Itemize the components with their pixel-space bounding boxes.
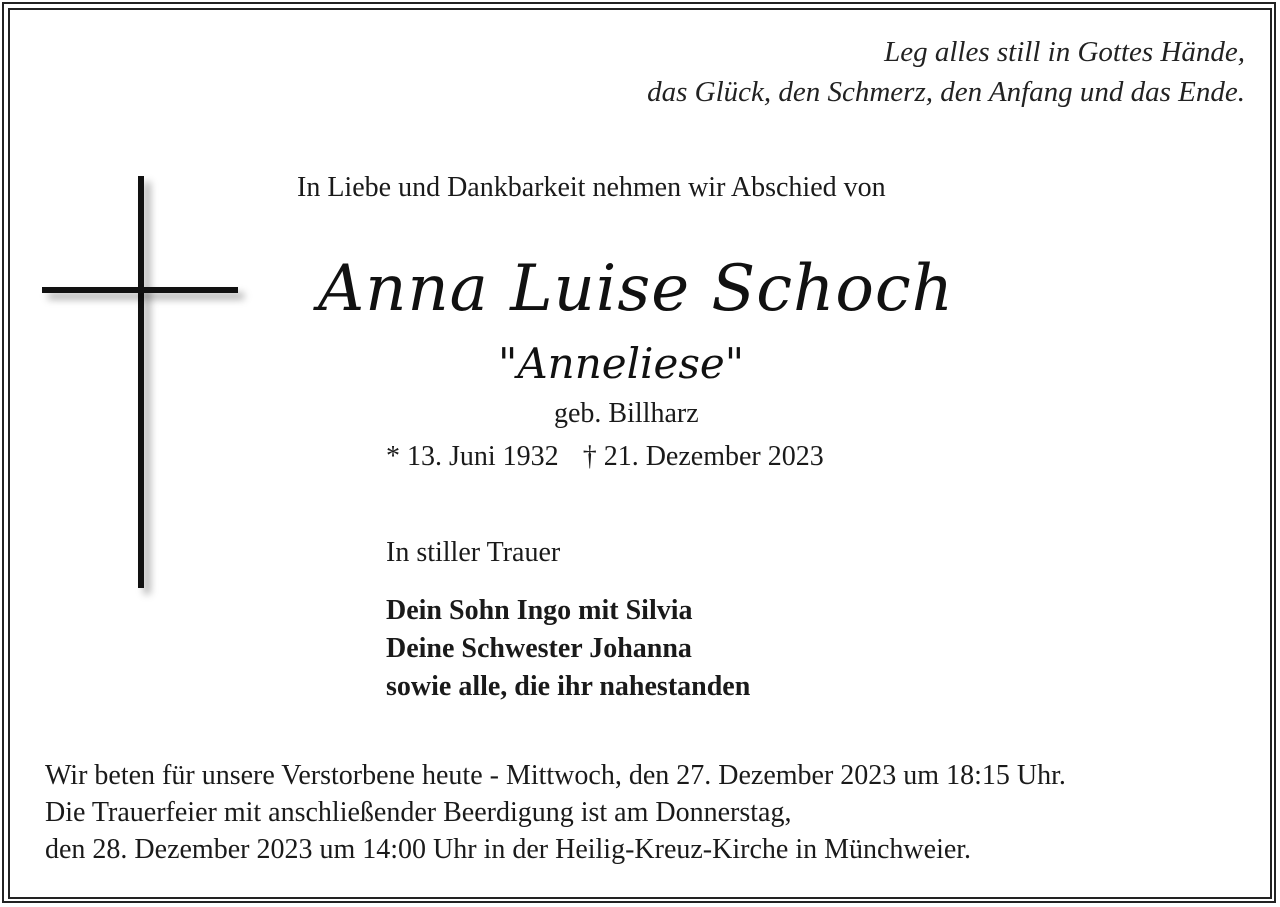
motto-verse <box>647 32 1245 112</box>
service-info-line: den 28. Dezember 2023 um 14:00 Uhr in der Heilig-Kreuz-Kirche in Münchweier. <box>45 834 972 865</box>
mourners-list <box>386 592 750 706</box>
cross-horizontal-bar <box>42 287 238 293</box>
cross-icon <box>42 176 242 596</box>
service-info <box>45 757 1066 868</box>
motto-line-2: das Glück, den Schmerz, den Anfang und das Ende. <box>647 76 1245 108</box>
birth-name: geb. Billharz <box>554 398 699 429</box>
mourning-label: In stiller Trauer <box>386 537 561 568</box>
mourner-line: Deine Schwester Johanna <box>386 633 692 664</box>
mourner-line: sowie alle, die ihr nahestanden <box>386 671 751 702</box>
service-info-line: Die Trauerfeier mit anschließender Beerdigung ist am Donnerstag, <box>45 797 792 828</box>
death-date: † 21. Dezember 2023 <box>582 441 824 472</box>
farewell-intro: In Liebe und Dankbarkeit nehmen wir Abschied von <box>297 172 886 203</box>
cross-vertical-bar <box>138 176 144 588</box>
life-dates <box>386 441 824 473</box>
deceased-name: Anna Luise Schoch <box>318 252 954 326</box>
mourner-line: Dein Sohn Ingo mit Silvia <box>386 595 693 626</box>
deceased-nickname: "Anneliese" <box>498 339 745 388</box>
birth-date: * 13. Juni 1932 <box>386 441 559 472</box>
motto-line-1: Leg alles still in Gottes Hände, <box>884 36 1245 68</box>
service-info-line: Wir beten für unsere Verstorbene heute - Mittwoch, den 27. Dezember 2023 um 18:15 Uhr. <box>45 760 1066 791</box>
